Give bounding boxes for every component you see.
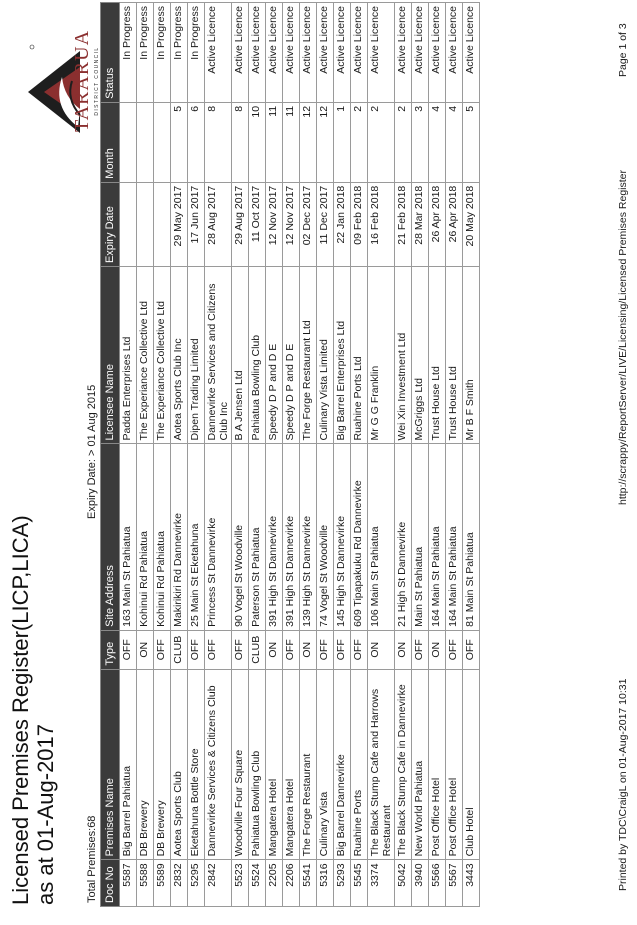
table-row: [395, 3, 412, 907]
cell-doc-no: 5588: [137, 860, 154, 907]
cell-status: Active Licence: [395, 3, 412, 103]
cell-site-address: Main St Pahiatua: [412, 444, 429, 630]
cell-status: Active Licence: [351, 3, 368, 103]
title-line-2: as at 01-Aug-2017: [33, 723, 58, 905]
cell-expiry-date: 16 Feb 2018: [368, 182, 395, 266]
cell-status: Active Licence: [334, 3, 351, 103]
cell-status: Active Licence: [446, 3, 463, 103]
cell-premises-name: Post Office Hotel: [446, 669, 463, 860]
cell-expiry-date: 11 Dec 2017: [317, 182, 334, 266]
cell-site-address: 164 Main St Pahiatua: [429, 444, 446, 630]
cell-doc-no: 5545: [351, 860, 368, 907]
cell-site-address: 25 Main St Eketahuna: [188, 444, 205, 630]
cell-premises-name: Mangatera Hotel: [266, 669, 283, 860]
table-header-row: [101, 3, 120, 907]
cell-doc-no: 5541: [300, 860, 317, 907]
cell-month: 12: [300, 102, 317, 182]
cell-expiry-date: 29 Aug 2017: [232, 182, 249, 266]
cell-site-address: Kohinui Rd Pahiatua: [154, 444, 171, 630]
cell-premises-name: Big Barrel Pahiatua: [120, 669, 137, 860]
cell-expiry-date: 12 Nov 2017: [266, 182, 283, 266]
cell-premises-name: Big Barrel Dannevirke: [334, 669, 351, 860]
cell-type: CLUB: [249, 630, 266, 669]
cell-premises-name: Mangatera Hotel: [283, 669, 300, 860]
cell-month: 4: [429, 102, 446, 182]
cell-expiry-date: 29 May 2017: [171, 182, 188, 266]
cell-type: OFF: [317, 630, 334, 669]
cell-site-address: 391 High St Dannevirke: [266, 444, 283, 630]
cell-licensee-name: Aotea Sports Club Inc: [171, 267, 188, 444]
cell-status: Active Licence: [300, 3, 317, 103]
col-doc-no: Doc No: [101, 860, 120, 907]
cell-site-address: 90 Vogel St Woodville: [232, 444, 249, 630]
cell-doc-no: 5567: [446, 860, 463, 907]
cell-type: OFF: [351, 630, 368, 669]
cell-doc-no: 2205: [266, 860, 283, 907]
cell-expiry-date: 28 Aug 2017: [205, 182, 232, 266]
logo-name: TARARUA: [71, 29, 93, 133]
cell-site-address: Makirikiri Rd Dannevirke: [171, 444, 188, 630]
table-row: [368, 3, 395, 907]
col-site-address: Site Address: [101, 444, 120, 630]
cell-licensee-name: Culinary Vista Limited: [317, 267, 334, 444]
cell-licensee-name: The Forge Restaurant Ltd: [300, 267, 317, 444]
cell-doc-no: 5587: [120, 860, 137, 907]
cell-month: 8: [205, 102, 232, 182]
cell-type: OFF: [154, 630, 171, 669]
table-row: [463, 3, 480, 907]
cell-type: ON: [429, 630, 446, 669]
col-expiry-date: Expiry Date: [101, 182, 120, 266]
cell-premises-name: Culinary Vista: [317, 669, 334, 860]
cell-status: In Progress: [137, 3, 154, 103]
page-number: Page 1 of 3: [617, 23, 629, 77]
table-row: [351, 3, 368, 907]
cell-month: 11: [266, 102, 283, 182]
table-row: [266, 3, 283, 907]
cell-licensee-name: Wei Xin Investment Ltd: [395, 267, 412, 444]
cell-expiry-date: 22 Jan 2018: [334, 182, 351, 266]
cell-status: Active Licence: [266, 3, 283, 103]
table-row: [283, 3, 300, 907]
cell-licensee-name: Ruahine Ports Ltd: [351, 267, 368, 444]
cell-month: 2: [395, 102, 412, 182]
cell-status: In Progress: [171, 3, 188, 103]
cell-status: Active Licence: [205, 3, 232, 103]
cell-type: OFF: [120, 630, 137, 669]
cell-type: OFF: [283, 630, 300, 669]
expiry-filter: Expiry Date: > 01 Aug 2015: [86, 384, 98, 519]
cell-site-address: 81 Main St Pahiatua: [463, 444, 480, 630]
cell-expiry-date: 20 May 2018: [463, 182, 480, 266]
cell-doc-no: 5524: [249, 860, 266, 907]
cell-status: Active Licence: [249, 3, 266, 103]
table-row: [137, 3, 154, 907]
cell-type: OFF: [412, 630, 429, 669]
cell-status: Active Licence: [232, 3, 249, 103]
table-row: [232, 3, 249, 907]
cell-expiry-date: [137, 182, 154, 266]
cell-licensee-name: Mr G G Franklin: [368, 267, 395, 444]
cell-doc-no: 5523: [232, 860, 249, 907]
cell-premises-name: The Black Stump Cafe in Dannevirke: [395, 669, 412, 860]
cell-type: OFF: [463, 630, 480, 669]
cell-site-address: 21 High St Dannevirke: [395, 444, 412, 630]
cell-month: 11: [283, 102, 300, 182]
cell-doc-no: 2832: [171, 860, 188, 907]
cell-month: 5: [171, 102, 188, 182]
cell-site-address: 74 Vogel St Woodville: [317, 444, 334, 630]
cell-month: [120, 102, 137, 182]
cell-doc-no: 5566: [429, 860, 446, 907]
cell-premises-name: Dannevirke Services & Citizens Club: [205, 669, 232, 860]
table-row: [249, 3, 266, 907]
cell-premises-name: Eketahuna Bottle Store: [188, 669, 205, 860]
cell-premises-name: DB Brewery: [137, 669, 154, 860]
cell-premises-name: The Black Stump Cafe and Harrows Restaurant: [368, 669, 395, 860]
col-month: Month: [101, 102, 120, 182]
cell-licensee-name: Trust House Ltd: [446, 267, 463, 444]
cell-licensee-name: The Experiance Collective Ltd: [137, 267, 154, 444]
cell-status: Active Licence: [429, 3, 446, 103]
cell-month: 12: [317, 102, 334, 182]
table-row: [429, 3, 446, 907]
cell-month: 6: [188, 102, 205, 182]
cell-month: 4: [446, 102, 463, 182]
cell-site-address: 609 Tipapakuku Rd Dannevirke: [351, 444, 368, 630]
cell-site-address: 106 Main St Pahiatua: [368, 444, 395, 630]
cell-expiry-date: 21 Feb 2018: [395, 182, 412, 266]
cell-status: Active Licence: [368, 3, 395, 103]
cell-doc-no: 2842: [205, 860, 232, 907]
cell-premises-name: New World Pahiatua: [412, 669, 429, 860]
table-row: [171, 3, 188, 907]
table-row: [446, 3, 463, 907]
cell-type: CLUB: [171, 630, 188, 669]
col-licensee-name: Licensee Name: [101, 267, 120, 444]
cell-premises-name: The Forge Restaurant: [300, 669, 317, 860]
cell-month: 2: [368, 102, 395, 182]
cell-expiry-date: 09 Feb 2018: [351, 182, 368, 266]
cell-licensee-name: Trust House Ltd: [429, 267, 446, 444]
cell-doc-no: 3443: [463, 860, 480, 907]
cell-month: 2: [351, 102, 368, 182]
page-title: [8, 515, 58, 905]
cell-premises-name: Post Office Hotel: [429, 669, 446, 860]
cell-type: OFF: [232, 630, 249, 669]
cell-type: OFF: [446, 630, 463, 669]
cell-doc-no: 3940: [412, 860, 429, 907]
table-row: [205, 3, 232, 907]
cell-expiry-date: [120, 182, 137, 266]
cell-type: OFF: [188, 630, 205, 669]
cell-month: 10: [249, 102, 266, 182]
cell-licensee-name: Speedy D P and D E: [283, 267, 300, 444]
cell-expiry-date: 17 Jun 2017: [188, 182, 205, 266]
cell-doc-no: 2206: [283, 860, 300, 907]
cell-status: In Progress: [188, 3, 205, 103]
cell-type: OFF: [205, 630, 232, 669]
cell-doc-no: 3374: [368, 860, 395, 907]
table-row: [188, 3, 205, 907]
cell-type: ON: [300, 630, 317, 669]
cell-type: ON: [368, 630, 395, 669]
cell-site-address: 139 High St Dannevirke: [300, 444, 317, 630]
title-line-1: Licensed Premises Register(LICP,LICA): [8, 515, 33, 905]
cell-expiry-date: 02 Dec 2017: [300, 182, 317, 266]
table-row: [300, 3, 317, 907]
cell-doc-no: 5293: [334, 860, 351, 907]
cell-status: In Progress: [154, 3, 171, 103]
cell-premises-name: Pahiatua Bowling Club: [249, 669, 266, 860]
cell-doc-no: 5295: [188, 860, 205, 907]
cell-site-address: Princess St Dannevirke: [205, 444, 232, 630]
cell-licensee-name: Big Barrel Enterprises Ltd: [334, 267, 351, 444]
report-path: http://scrappy/ReportServer/LIVE/Licensing/Licensed Premises Register: [617, 170, 629, 505]
cell-site-address: Kohinui Rd Pahiatua: [137, 444, 154, 630]
cell-month: 5: [463, 102, 480, 182]
cell-site-address: 391 High St Dannevirke: [283, 444, 300, 630]
cell-month: [154, 102, 171, 182]
cell-type: ON: [266, 630, 283, 669]
cell-site-address: 164 Main St Pahiatua: [446, 444, 463, 630]
cell-premises-name: DB Brewery: [154, 669, 171, 860]
cell-type: OFF: [334, 630, 351, 669]
cell-licensee-name: Dannevirke Services and Citizens Club Inc: [205, 267, 232, 444]
cell-month: 1: [334, 102, 351, 182]
cell-premises-name: Club Hotel: [463, 669, 480, 860]
cell-doc-no: 5589: [154, 860, 171, 907]
cell-expiry-date: 28 Mar 2018: [412, 182, 429, 266]
cell-site-address: 145 High St Dannevirke: [334, 444, 351, 630]
cell-licensee-name: Padda Enterprises Ltd: [120, 267, 137, 444]
table-row: [334, 3, 351, 907]
cell-expiry-date: 12 Nov 2017: [283, 182, 300, 266]
cell-licensee-name: Mr B F Smith: [463, 267, 480, 444]
cell-licensee-name: Dipen Trading Limited: [188, 267, 205, 444]
cell-expiry-date: 26 Apr 2018: [446, 182, 463, 266]
cell-licensee-name: B A Jensen Ltd: [232, 267, 249, 444]
cell-licensee-name: McGriggs Ltd: [412, 267, 429, 444]
cell-month: 3: [412, 102, 429, 182]
logo-tagline: DISTRICT COUNCIL: [94, 46, 100, 116]
cell-status: Active Licence: [283, 3, 300, 103]
cell-site-address: 163 Main St Pahiatua: [120, 444, 137, 630]
cell-month: [137, 102, 154, 182]
cell-premises-name: Woodville Four Square: [232, 669, 249, 860]
cell-licensee-name: Pahiatua Bowling Club: [249, 267, 266, 444]
cell-expiry-date: 11 Oct 2017: [249, 182, 266, 266]
cell-status: Active Licence: [317, 3, 334, 103]
cell-site-address: Paterson St Pahiatua: [249, 444, 266, 630]
table-row: [154, 3, 171, 907]
table-row: [120, 3, 137, 907]
col-type: Type: [101, 630, 120, 669]
cell-status: Active Licence: [463, 3, 480, 103]
col-premises-name: Premises Name: [101, 669, 120, 860]
table-row: [412, 3, 429, 907]
cell-licensee-name: The Experiance Collective Ltd: [154, 267, 171, 444]
premises-table: [100, 2, 480, 907]
printed-by: Printed by TDC\CraigL on 01-Aug-2017 10:31: [617, 678, 629, 891]
cell-status: In Progress: [120, 3, 137, 103]
cell-expiry-date: 26 Apr 2018: [429, 182, 446, 266]
cell-doc-no: 5316: [317, 860, 334, 907]
cell-month: 8: [232, 102, 249, 182]
total-premises: Total Premises:68: [86, 815, 98, 903]
col-status: Status: [101, 3, 120, 103]
cell-type: ON: [395, 630, 412, 669]
cell-premises-name: Aotea Sports Club: [171, 669, 188, 860]
cell-licensee-name: Speedy D P and D E: [266, 267, 283, 444]
cell-type: ON: [137, 630, 154, 669]
table-row: [317, 3, 334, 907]
cell-premises-name: Ruahine Ports: [351, 669, 368, 860]
cell-expiry-date: [154, 182, 171, 266]
cell-status: Active Licence: [412, 3, 429, 103]
cell-doc-no: 5042: [395, 860, 412, 907]
